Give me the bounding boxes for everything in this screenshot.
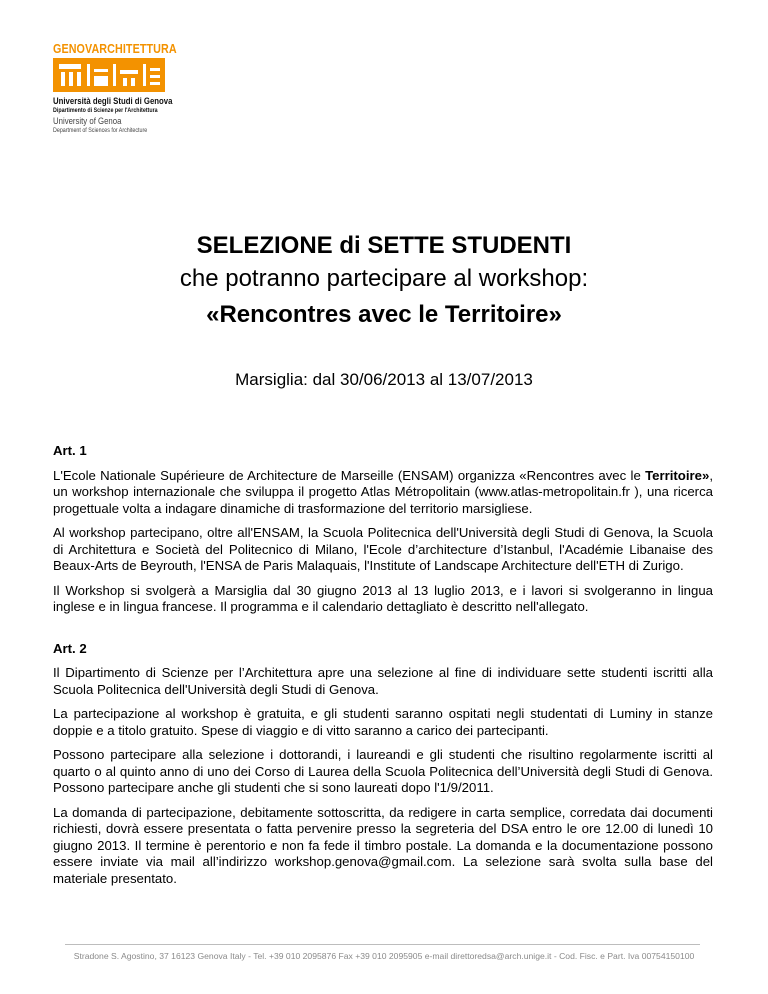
article-1-heading: Art. 1	[53, 443, 87, 458]
title-line-3: «Rencontres avec le Territoire»	[206, 301, 562, 328]
department-name-en: Department of Sciences for Architecture	[53, 127, 148, 134]
title-line-1: SELEZIONE di SETTE STUDENTI	[196, 232, 572, 259]
university-block	[53, 96, 199, 135]
footer-address: Stradone S. Agostino, 37 16123 Genova Italy - Tel. +39 010 2095876 Fax +39 010 2095905 e-mail direttoredsa@arch.unige.it - Cod. Fisc. e Part. Iva 00754150100	[73, 951, 695, 961]
article-1-paragraph-2: Al workshop partecipano, oltre all'ENSAM, la Scuola Politecnica dell'Università degli Studi di Genova, la Scuola di Architettura e Società del Politecnico di Milano, l'Ecole d’architecture d’Istanbul, l'Académie Libanaise des Beaux-Arts de Beyrouth, l'ENSA de Paris Malaquais, l'Institute of Landscape Architecture dell'ETH di Zurigo.	[53, 525, 713, 573]
article-1-paragraph-3: Il Workshop si svolgerà a Marsiglia dal 30 giugno 2013 al 13 luglio 2013, e i lavori si svolgeranno in lingua inglese e in lingua francese. Il programma e il calendario dettagliato è descritto nell'allegato.	[53, 582, 713, 614]
footer-divider	[65, 944, 700, 945]
article-2-paragraph-2: La partecipazione al workshop è gratuita, e gli studenti saranno ospitati negli studentati di Luminy in stanze doppie e a titolo gratuito. Spese di viaggio e di vitto saranno a carico dei partecipanti.	[53, 706, 713, 738]
article-2-paragraph-1: Il Dipartimento di Scienze per l’Architettura apre una selezione al fine di individuare sette studenti iscritti alla Scuola Politecnica dell'Università degli Studi di Genova.	[53, 665, 713, 697]
article-2-paragraph-3: Possono partecipare alla selezione i dottorandi, i laureandi e gli studenti che risultino regolarmente iscritti al quarto o al quinto anno di uno dei Corso di Laurea della Scuola Politecnica dell’Università degli Studi di Genova. Possono partecipare anche gli studenti che si sono laureati dopo l'1/9/2011.	[53, 747, 713, 795]
article-2-paragraph-4: La domanda di partecipazione, debitamente sottoscritta, da redigere in carta semplice, corredata dai documenti richiesti, dovrà essere presentata o fatta pervenire presso la segreteria del DSA entro le ore 12.00 di lunedì 10 giugno 2013. Il termine è perentorio e non fa fede il timbro postale. La domanda e la documentazione possono essere inviate via mail all’indirizzo workshop.genova@gmail.com. La selezione sarà svolta sulla base del materiale presentato.	[53, 804, 713, 886]
article-2-heading: Art. 2	[53, 640, 87, 656]
university-name-it: Università degli Studi di Genova	[53, 96, 173, 107]
document-body	[53, 443, 713, 895]
logo-wordmark: GENOVARCHITETTURA	[53, 42, 177, 56]
title-line-2: che potranno partecipare al workshop:	[179, 265, 589, 292]
logo-building-icon	[53, 58, 165, 92]
university-name-en: University of Genoa	[53, 116, 122, 127]
article-1-p1-text-end: , un workshop internazionale che sviluppa il progetto Atlas Métropolitain (www.atlas-metropolitain.fr ), una ricerca progettuale volta a indagare dinamiche di trasformazione del territorio marsigliese.	[53, 467, 713, 516]
department-name-it: Dipartimento di Scienze per l'Architettura	[53, 107, 158, 114]
article-1-paragraph-1	[53, 468, 713, 518]
article-1-p1-bold: Territoire»	[645, 467, 710, 483]
title-block	[0, 230, 768, 334]
section-spacer	[53, 624, 713, 641]
article-1-p1-text: L'Ecole Nationale Supérieure de Architecture de Marseille (ENSAM) organizza «Rencontres avec le	[53, 467, 646, 483]
genovarchitettura-logo	[53, 42, 193, 92]
workshop-dates: Marsiglia: dal 30/06/2013 al 13/07/2013	[235, 370, 533, 389]
